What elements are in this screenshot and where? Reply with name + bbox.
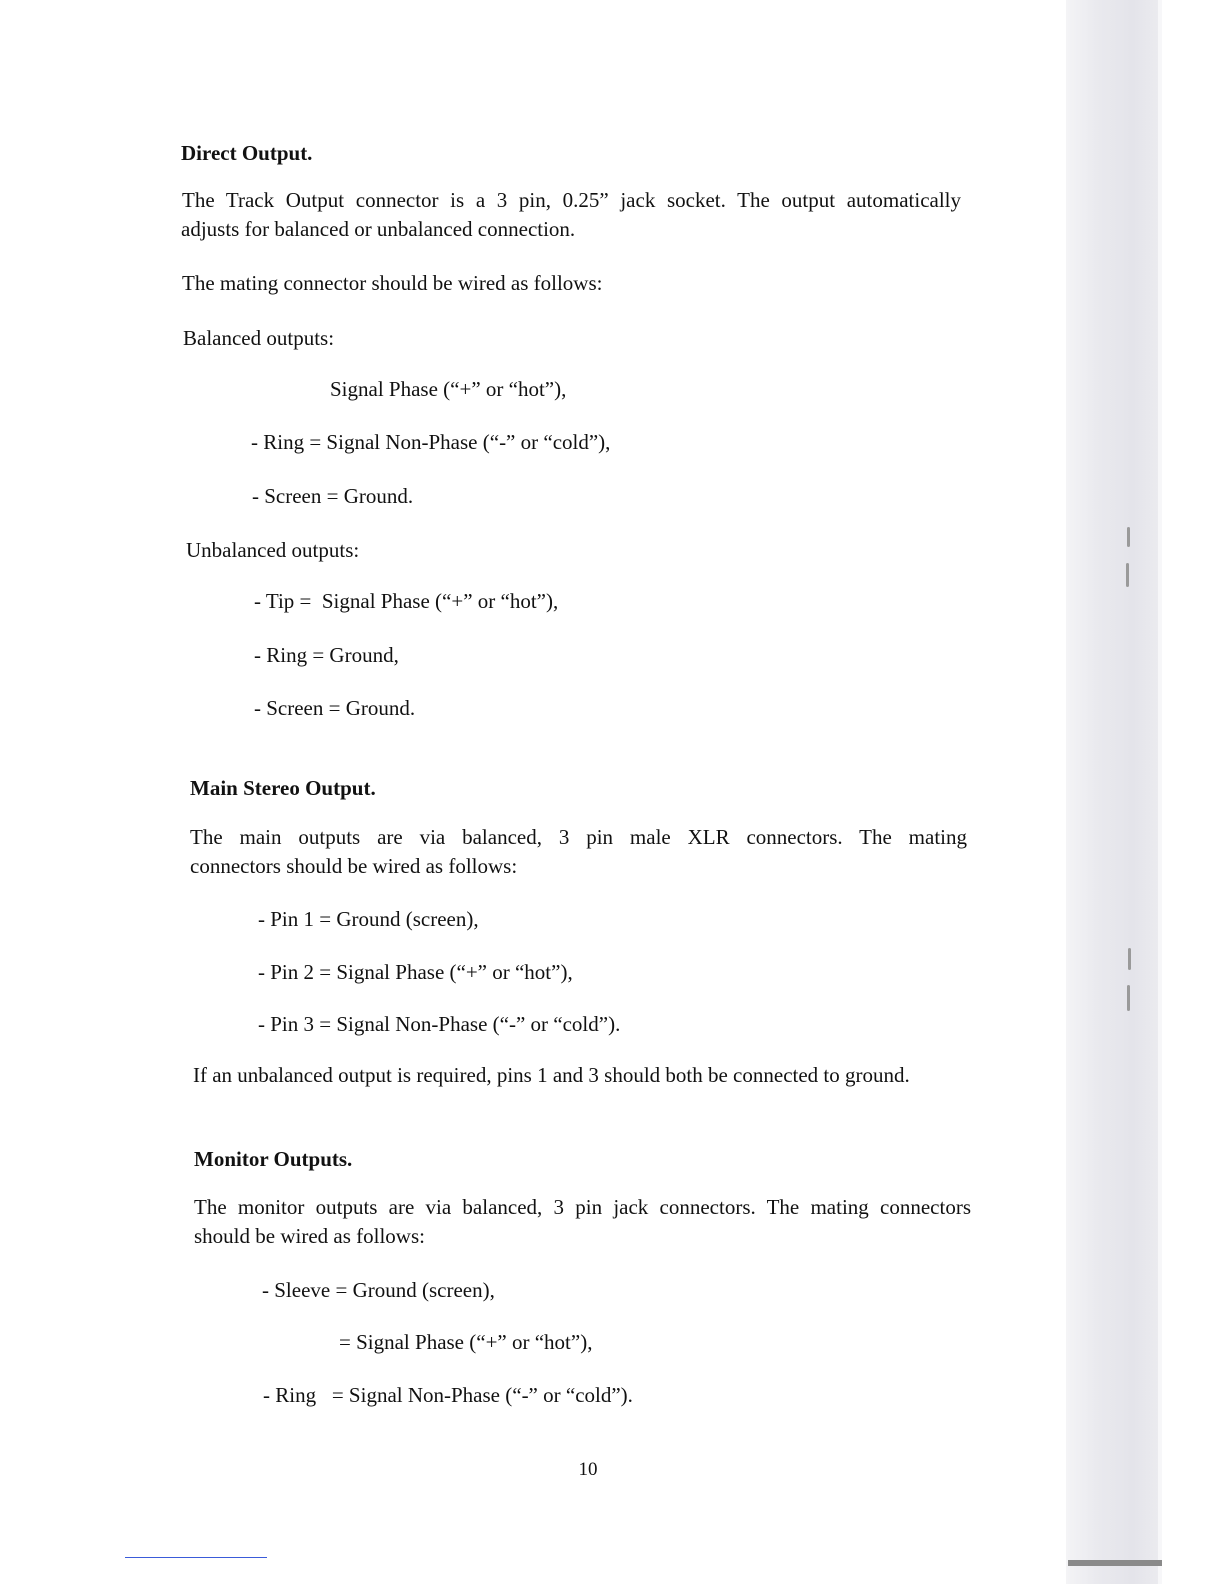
paragraph-line: The monitor outputs are via balanced, 3 pin jack connectors. The mating connectors: [194, 1195, 971, 1219]
binding-mark: [1126, 563, 1129, 587]
page-number: 10: [578, 1459, 598, 1480]
paragraph-line: should be wired as follows:: [194, 1224, 425, 1248]
pin-item: - Pin 2 = Signal Phase (“+” or “hot”),: [258, 960, 573, 984]
balanced-item: - Screen = Ground.: [252, 484, 414, 508]
binding-mark: [1127, 527, 1130, 547]
section-heading-monitor-outputs: Monitor Outputs.: [194, 1147, 353, 1171]
paragraph-text: If an unbalanced output is required, pins 1 and 3 should both be connected to ground.: [193, 1063, 910, 1087]
monitor-item: - Ring = Signal Non-Phase (“-” or “cold”).: [263, 1383, 633, 1407]
unbalanced-item: - Tip = Signal Phase (“+” or “hot”),: [254, 589, 559, 613]
paragraph-text: The mating connector should be wired as follows:: [182, 271, 603, 295]
gutter-bottom-shadow: [1068, 1560, 1162, 1566]
section-heading-main-stereo-output: Main Stereo Output.: [190, 776, 376, 800]
pin-item: - Pin 1 = Ground (screen),: [258, 907, 479, 931]
binding-gutter: [1066, 0, 1162, 1584]
paragraph-line: connectors should be wired as follows:: [190, 854, 518, 878]
unbalanced-item: - Screen = Ground.: [254, 696, 416, 720]
unbalanced-item: - Ring = Ground,: [254, 643, 399, 667]
pin-item: - Pin 3 = Signal Non-Phase (“-” or “cold”).: [258, 1012, 621, 1036]
paragraph-line: The main outputs are via balanced, 3 pin male XLR connectors. The mating: [190, 825, 967, 849]
binding-mark: [1127, 985, 1130, 1011]
section-heading-direct-output: Direct Output.: [181, 141, 313, 165]
monitor-item: = Signal Phase (“+” or “hot”),: [339, 1330, 593, 1354]
monitor-item: - Sleeve = Ground (screen),: [262, 1278, 495, 1302]
paragraph-line: adjusts for balanced or unbalanced connection.: [181, 217, 576, 241]
unbalanced-outputs-label: Unbalanced outputs:: [186, 538, 360, 562]
balanced-item: Signal Phase (“+” or “hot”),: [330, 377, 567, 401]
gutter-edge: [1158, 0, 1162, 1584]
balanced-item: - Ring = Signal Non-Phase (“-” or “cold”),: [251, 430, 611, 454]
balanced-outputs-label: Balanced outputs:: [183, 326, 335, 350]
paragraph-line: The Track Output connector is a 3 pin, 0.25” jack socket. The output automatically: [182, 188, 961, 212]
footnote-rule: [125, 1557, 267, 1558]
binding-mark: [1128, 948, 1131, 970]
